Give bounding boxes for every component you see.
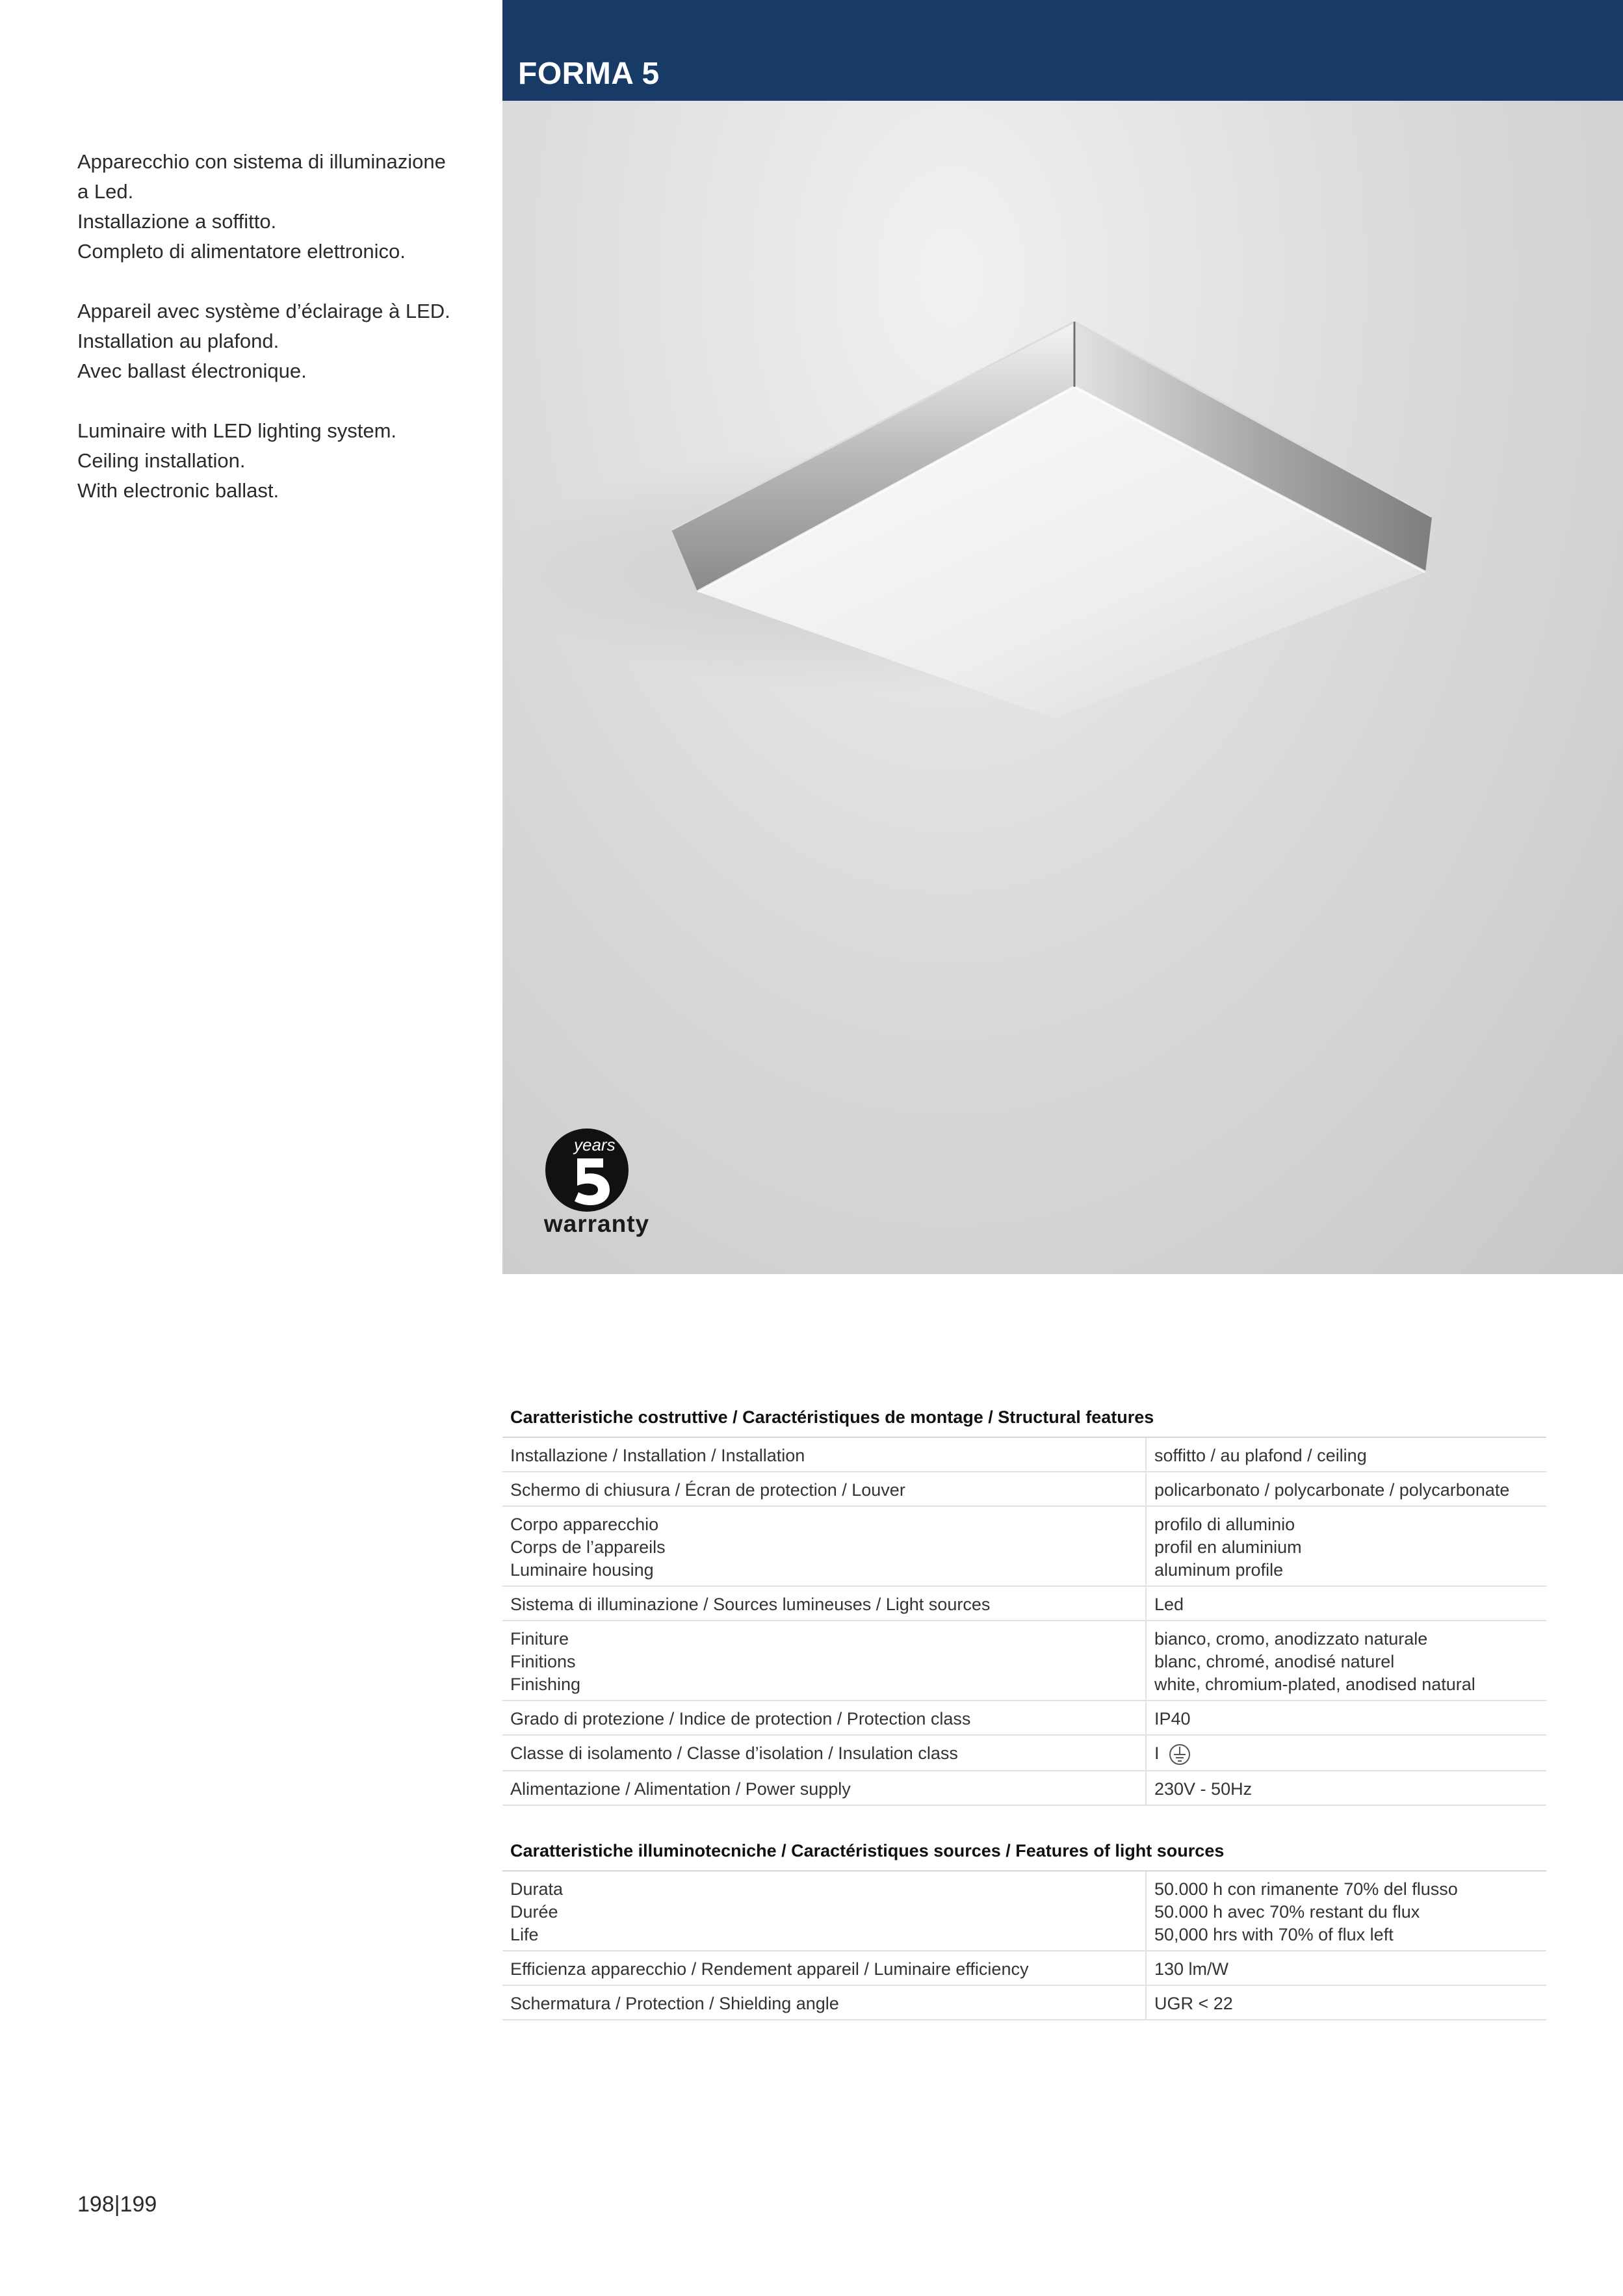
spec-label-text: Classe di isolamento / Classe d’isolation / Insulation class bbox=[510, 1743, 958, 1763]
spec-value-text: 50.000 h avec 70% restant du flux bbox=[1154, 1902, 1420, 1922]
table-row bbox=[502, 1586, 1546, 1621]
spec-label bbox=[502, 1985, 1146, 2020]
spec-label-text: Grado di protezione / Indice de protection / Protection class bbox=[510, 1709, 971, 1729]
spec-value bbox=[1146, 1985, 1546, 2020]
warranty-years-label: years bbox=[574, 1135, 616, 1155]
spec-label-text: Alimentazione / Alimentation / Power supply bbox=[510, 1779, 851, 1799]
spec-label-text: Schermatura / Protection / Shielding angle bbox=[510, 1994, 839, 2013]
description-line: Apparecchio con sistema di illuminazione bbox=[77, 150, 446, 173]
description-line: Ceiling installation. bbox=[77, 449, 246, 472]
description-line: Installation au plafond. bbox=[77, 330, 279, 352]
spec-value-text: 230V - 50Hz bbox=[1154, 1779, 1253, 1799]
spec-value bbox=[1146, 1472, 1546, 1506]
lighting-features-table bbox=[502, 1872, 1546, 2020]
warranty-badge bbox=[541, 1125, 652, 1242]
table-row bbox=[502, 1872, 1546, 1951]
product-description bbox=[77, 147, 467, 536]
spec-value-text: policarbonato / polycarbonate / polycarbonate bbox=[1154, 1480, 1510, 1500]
spec-value-text: aluminum profile bbox=[1154, 1560, 1284, 1580]
spec-value-text: blanc, chromé, anodisé naturel bbox=[1154, 1652, 1395, 1671]
spec-label-text: Installazione / Installation / Installation bbox=[510, 1446, 805, 1465]
table-row bbox=[502, 1951, 1546, 1985]
spec-label bbox=[502, 1771, 1146, 1805]
spec-value bbox=[1146, 1438, 1546, 1472]
table-row bbox=[502, 1735, 1546, 1771]
description-line: Installazione a soffitto. bbox=[77, 210, 277, 233]
description-line: a Led. bbox=[77, 180, 134, 203]
spec-label-text: Finiture bbox=[510, 1629, 569, 1649]
spec-value-text: profilo di alluminio bbox=[1154, 1515, 1295, 1534]
spec-label-text: Life bbox=[510, 1925, 539, 1944]
spec-label-text: Corpo apparecchio bbox=[510, 1515, 659, 1534]
spec-value-text: profil en aluminium bbox=[1154, 1537, 1302, 1557]
spec-label-text: Sistema di illuminazione / Sources lumineuses / Light sources bbox=[510, 1595, 991, 1614]
description-line: Appareil avec système d’éclairage à LED. bbox=[77, 300, 450, 322]
spec-label-text: Durata bbox=[510, 1879, 564, 1899]
spec-value-text: UGR < 22 bbox=[1154, 1994, 1233, 2013]
description-paragraph-en bbox=[77, 416, 467, 506]
spec-label-text: Schermo di chiusura / Écran de protection / Louver bbox=[510, 1480, 905, 1500]
spec-value bbox=[1146, 1621, 1546, 1701]
spec-label bbox=[502, 1872, 1146, 1951]
spec-value bbox=[1146, 1701, 1546, 1735]
table-row bbox=[502, 1985, 1546, 2020]
spec-label bbox=[502, 1735, 1146, 1771]
ceiling-lamp-illustration bbox=[502, 101, 1623, 1274]
page-number: 198|199 bbox=[77, 2192, 157, 2217]
spec-value bbox=[1146, 1951, 1546, 1985]
table-row bbox=[502, 1506, 1546, 1586]
spec-value-text: Led bbox=[1154, 1595, 1184, 1614]
spec-label-text: Corps de l’appareils bbox=[510, 1537, 666, 1557]
description-paragraph-fr bbox=[77, 296, 467, 386]
table-row bbox=[502, 1472, 1546, 1506]
spec-label bbox=[502, 1586, 1146, 1621]
spec-label-text: Luminaire housing bbox=[510, 1560, 654, 1580]
product-photo bbox=[502, 101, 1623, 1274]
table-row bbox=[502, 1771, 1546, 1805]
table-row bbox=[502, 1701, 1546, 1735]
spec-label bbox=[502, 1438, 1146, 1472]
spec-value bbox=[1146, 1735, 1546, 1771]
table-row bbox=[502, 1438, 1546, 1472]
spec-value bbox=[1146, 1771, 1546, 1805]
spec-label bbox=[502, 1506, 1146, 1586]
description-line: Avec ballast électronique. bbox=[77, 359, 307, 382]
spec-value-text: 50,000 hrs with 70% of flux left bbox=[1154, 1925, 1394, 1944]
description-line: Completo di alimentatore elettronico. bbox=[77, 240, 406, 263]
structural-features-table bbox=[502, 1438, 1546, 1806]
spec-label-text: Durée bbox=[510, 1902, 558, 1922]
spec-value bbox=[1146, 1872, 1546, 1951]
spec-label bbox=[502, 1472, 1146, 1506]
header-bar bbox=[502, 0, 1623, 101]
spec-label-text: Finishing bbox=[510, 1675, 581, 1694]
spec-value-text: soffitto / au plafond / ceiling bbox=[1154, 1446, 1367, 1465]
spec-label bbox=[502, 1701, 1146, 1735]
lighting-features-title: Caratteristiche illuminotecniche / Caractéristiques sources / Features of light sources bbox=[502, 1831, 1546, 1872]
spec-label bbox=[502, 1621, 1146, 1701]
spec-label-text: Finitions bbox=[510, 1652, 576, 1671]
table-row bbox=[502, 1621, 1546, 1701]
spec-label-text: Efficienza apparecchio / Rendement appareil / Luminaire efficiency bbox=[510, 1959, 1029, 1979]
page-title: FORMA 5 bbox=[518, 57, 660, 91]
spec-value-text: 50.000 h con rimanente 70% del flusso bbox=[1154, 1879, 1458, 1899]
description-line: With electronic ballast. bbox=[77, 479, 279, 502]
description-paragraph-it bbox=[77, 147, 467, 267]
warranty-label: warranty bbox=[543, 1210, 650, 1237]
spec-value-text: 130 lm/W bbox=[1154, 1959, 1229, 1979]
protective-earth-icon bbox=[1168, 1743, 1191, 1766]
spec-value-text: bianco, cromo, anodizzato naturale bbox=[1154, 1629, 1428, 1649]
spec-value-text: IP40 bbox=[1154, 1709, 1191, 1729]
lighting-features-section bbox=[502, 1831, 1546, 2020]
spec-value-text: white, chromium-plated, anodised natural bbox=[1154, 1675, 1475, 1694]
structural-features-title: Caratteristiche costruttive / Caractéristiques de montage / Structural features bbox=[502, 1398, 1546, 1438]
spec-label bbox=[502, 1951, 1146, 1985]
spec-value bbox=[1146, 1586, 1546, 1621]
description-line: Luminaire with LED lighting system. bbox=[77, 419, 397, 442]
structural-features-section bbox=[502, 1398, 1546, 1806]
spec-value-text: I bbox=[1154, 1743, 1160, 1763]
spec-value bbox=[1146, 1506, 1546, 1586]
